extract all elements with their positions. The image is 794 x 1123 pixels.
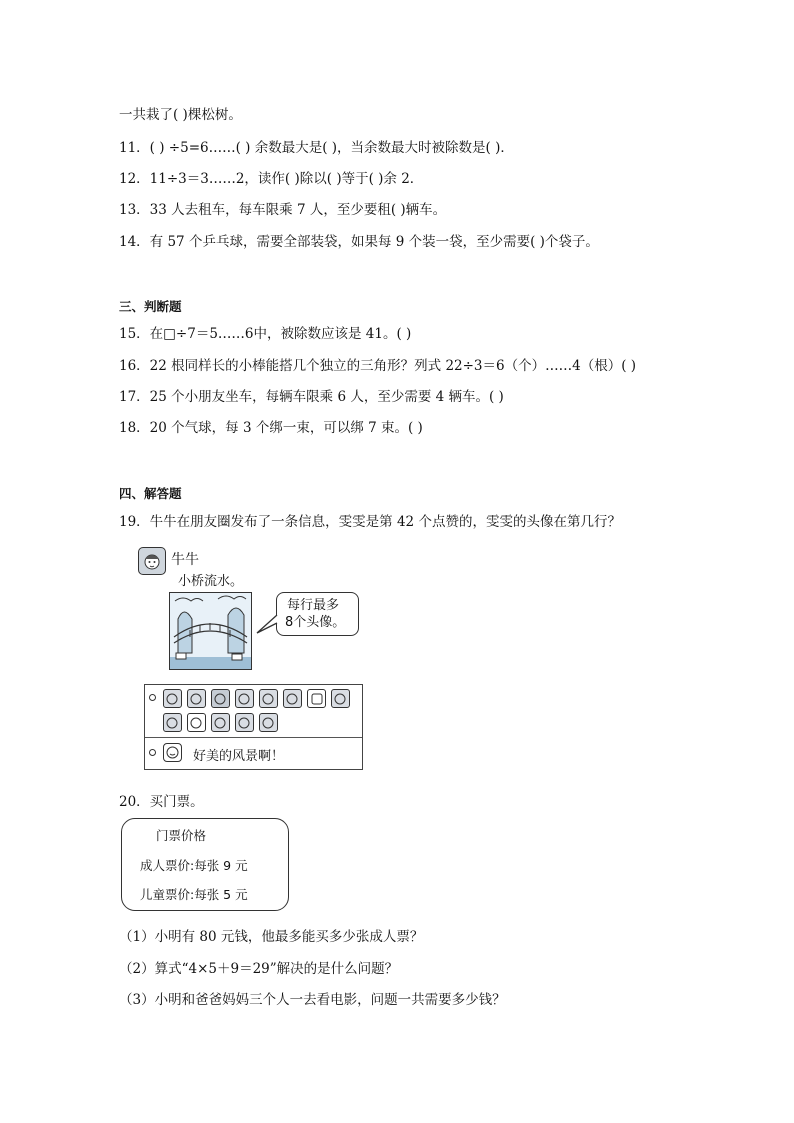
section-4-title: 四、解答题	[119, 486, 182, 501]
question-12: 12．11÷3＝3……2，读作( )除以( )等于( )余 2．	[119, 171, 424, 187]
comment-text: 好美的风景啊！	[193, 749, 285, 764]
question-11: 11．( ) ÷5=6……( ) 余数最大是( )，当余数最大时被除数是( )．	[119, 140, 514, 156]
face-icon	[139, 548, 165, 574]
question-13: 13．33 人去租车，每车限乘 7 人，至少要租( )辆车。	[119, 202, 447, 218]
question-20-3: （3）小明和爸爸妈妈三个人一去看电影，问题一共需要多少钱？	[119, 992, 506, 1008]
question-18: 18．20 个气球，每 3 个绑一束，可以绑 7 束。( )	[119, 420, 423, 436]
question-15: 15．在□÷7＝5……6中，被除数应该是 41。( )	[119, 326, 412, 342]
speech-bubble	[276, 592, 359, 636]
question-10-tail: 一共栽了( )棵松树。	[119, 107, 242, 123]
likes-comments-panel	[144, 684, 363, 770]
ticket-title: 门票价格	[156, 828, 207, 843]
section-3-title: 三、判断题	[119, 299, 182, 314]
question-20-1: （1）小明有 80 元钱，他最多能买多少张成人票？	[119, 929, 424, 945]
adult-price: 成人票价:每张 9 元	[140, 858, 248, 873]
question-17: 17．25 个小朋友坐车，每辆车限乘 6 人，至少需要 4 辆车。( )	[119, 389, 504, 405]
like-marker-icon	[149, 694, 156, 701]
question-19: 19．牛牛在朋友圈发布了一条信息，雯雯是第 42 个点赞的，雯雯的头像在第几行？	[119, 514, 621, 530]
question-14: 14．有 57 个乒乓球，需要全部装袋，如果每 9 个装一袋，至少需要( )个袋子。	[119, 234, 599, 250]
child-price: 儿童票价:每张 5 元	[140, 887, 248, 902]
ticket-price-box	[121, 818, 289, 911]
post-photo	[169, 592, 252, 670]
avatar	[138, 547, 166, 575]
question-16: 16．22 根同样长的小棒能搭几个独立的三角形？列式 22÷3＝6（个）……4（根）( )	[119, 358, 637, 374]
avatar-faces-icon	[163, 689, 353, 733]
bubble-tail-icon	[255, 613, 279, 635]
panel-divider	[145, 737, 362, 738]
question-20: 20．买门票。	[119, 794, 204, 810]
bubble-line-2: 8个头像。	[285, 615, 346, 630]
smile-icon	[163, 743, 182, 762]
question-20-2: （2）算式“4×5＋9＝29”解决的是什么问题？	[119, 961, 399, 977]
bubble-line-1: 每行最多	[287, 598, 340, 613]
post-text: 小桥流水。	[178, 574, 244, 589]
comment-marker-icon	[149, 749, 156, 756]
post-user-name: 牛牛	[171, 552, 199, 568]
